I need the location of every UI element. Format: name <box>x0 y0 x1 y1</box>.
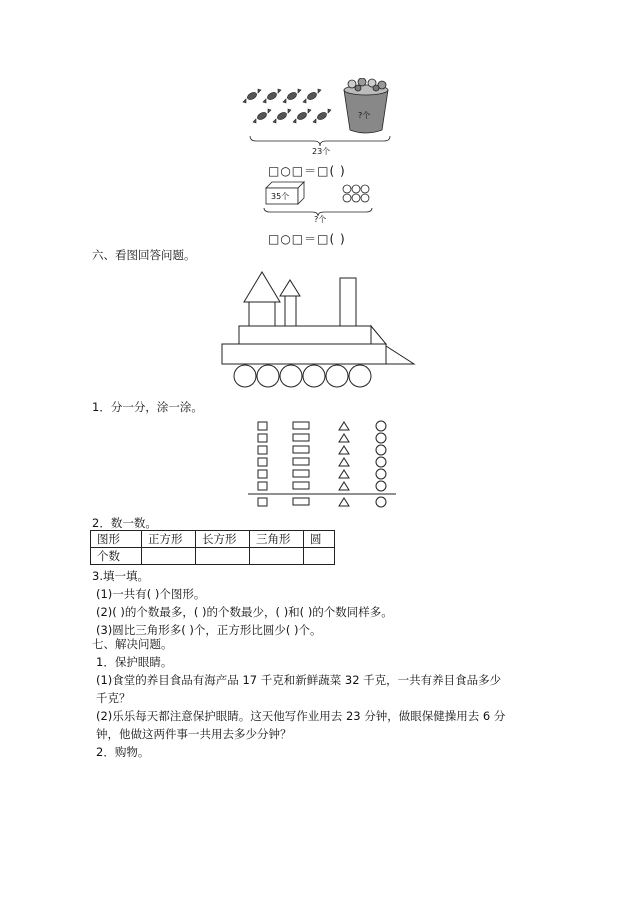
fill-line-1: (1)一共有( )个图形。 <box>96 587 206 601</box>
box-35-label: 35个 <box>271 192 290 201</box>
q3-label: 3.填一填。 <box>92 569 149 583</box>
problem-1-1-line-1: (1)食堂的养目食品有海产品 17 千克和新鲜蔬菜 32 千克，一共有养目食品多少 <box>96 673 502 687</box>
basket-unknown-label: ?个 <box>358 111 371 120</box>
table-header-cell: 三角形 <box>250 531 304 548</box>
table-row <box>91 548 335 565</box>
section7-title: 七、解决问题。 <box>92 637 173 651</box>
q2-label: 2．数一数。 <box>92 516 157 530</box>
fill-line-3: (3)圆比三角形多( )个，正方形比圆少( )个。 <box>96 623 322 637</box>
section6-title: 六、看图回答问题。 <box>92 248 196 262</box>
problem-2-label: 2．购物。 <box>96 745 150 759</box>
table-header-cell: 长方形 <box>196 531 250 548</box>
count-cell-square[interactable] <box>142 548 196 565</box>
count-cell-circle[interactable] <box>304 548 335 565</box>
table-header-cell: 图形 <box>91 531 142 548</box>
problem-1-2-line-2: 钟，他做这两件事一共用去多少分钟？ <box>96 727 292 741</box>
count-cell-triangle[interactable] <box>250 548 304 565</box>
table-header-cell: 正方形 <box>142 531 196 548</box>
equation-1: □○□＝□( ) <box>268 164 346 178</box>
equation-2: □○□＝□( ) <box>268 232 346 246</box>
table-row-label: 个数 <box>91 548 142 565</box>
table-header-cell: 圆 <box>304 531 335 548</box>
shape-count-table <box>90 530 335 565</box>
problem-1-label: 1．保护眼睛。 <box>96 655 173 669</box>
q1-label: 1．分一分，涂一涂。 <box>92 400 203 414</box>
train-figure <box>218 266 423 390</box>
problem-1-2-line-1: (2)乐乐每天都注意保护眼睛。这天他写作业用去 23 分钟，做眼保健操用去 6 分 <box>96 709 506 723</box>
total-unknown-label: ?个 <box>314 215 327 224</box>
fill-line-2: (2)( )的个数最多，( )的个数最少，( )和( )的个数同样多。 <box>96 605 393 619</box>
shape-sorting-chart <box>244 418 400 512</box>
problem-1-1-line-2: 千克？ <box>96 691 131 705</box>
count-cell-rectangle[interactable] <box>196 548 250 565</box>
table-header-row <box>91 531 335 548</box>
total-23-label: 23个 <box>312 147 331 156</box>
